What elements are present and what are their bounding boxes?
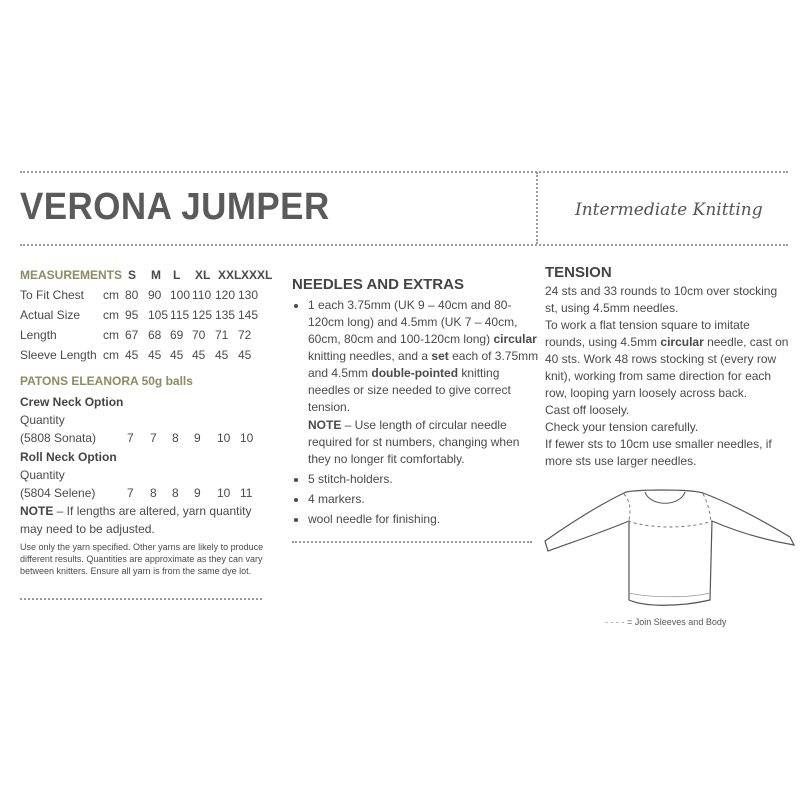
tension-heading: TENSION: [545, 264, 612, 281]
option-label: Quantity: [20, 413, 65, 427]
row-unit: cm: [103, 328, 119, 342]
tension-section: [545, 264, 790, 470]
table-cell: 8: [150, 486, 157, 500]
list-item: • 5 stitch-holders.: [308, 471, 542, 488]
table-cell: 10: [240, 431, 254, 445]
table-cell: 71: [215, 328, 229, 342]
table-cell: 7: [150, 431, 157, 445]
table-cell: 10: [217, 431, 231, 445]
list-item: • wool needle for finishing.: [308, 511, 542, 528]
needles-section: [292, 276, 542, 531]
list-item: • 4 markers.: [308, 491, 542, 508]
table-cell: 45: [238, 348, 252, 362]
option-shade: (5804 Selene): [20, 486, 96, 500]
list-item: • 1 each 3.75mm (UK 9 – 40cm and 80-120cm long) and 4.5mm (UK 7 – 40cm, 60cm, 80cm and 100-120cm long) circular knitting needles, and a set each of 3.75mm and 4.5mm double-pointed knitting needles or size needed to give correct tension. NOTE – Use length of circular needle required for st numbers, changing when they no longer fit comfortably.: [308, 297, 542, 468]
middle-column-bottom-rule: [292, 541, 532, 543]
table-cell: 11: [240, 486, 253, 500]
legend-dash-icon: - - - -: [605, 617, 625, 627]
table-cell: 69: [170, 328, 184, 342]
option-shade: (5808 Sonata): [20, 431, 97, 445]
option-name: Roll Neck Option: [20, 450, 117, 464]
table-cell: 70: [192, 328, 206, 342]
table-cell: 68: [148, 328, 162, 342]
row-label: Actual Size: [20, 308, 81, 322]
option-name: Crew Neck Option: [20, 395, 124, 409]
table-cell: 7: [127, 431, 134, 445]
option-label: Quantity: [20, 468, 65, 482]
row-unit: cm: [103, 308, 119, 322]
jumper-diagram: [540, 485, 795, 610]
row-label: Sleeve Length: [20, 348, 97, 362]
table-cell: 45: [125, 348, 139, 362]
size-label: XL: [195, 268, 211, 282]
top-rule: [20, 171, 788, 173]
header-divider: [536, 172, 538, 244]
tension-p1: 24 sts and 33 rounds to 10cm over stocking st, using 4.5mm needles.: [545, 284, 778, 315]
table-cell: 9: [194, 486, 201, 500]
table-cell: 80: [125, 288, 139, 302]
yarn-heading: PATONS ELEANORA 50g balls: [20, 374, 193, 388]
table-cell: 95: [125, 308, 139, 322]
table-cell: 105: [148, 308, 169, 322]
tension-p3: Cast off loosely.: [545, 403, 630, 417]
tension-p4: Check your tension carefully.: [545, 420, 699, 434]
needles-note: NOTE – Use length of circular needle required for st numbers, changing when they no longer fit comfortably.: [308, 418, 520, 466]
table-cell: 8: [172, 486, 179, 500]
row-unit: cm: [103, 288, 119, 302]
page-title: VERONA JUMPER: [20, 186, 330, 228]
size-label: M: [151, 268, 161, 282]
table-cell: 90: [148, 288, 162, 302]
table-cell: 45: [192, 348, 206, 362]
table-cell: 9: [194, 431, 201, 445]
yarn-option: [20, 448, 280, 502]
row-unit: cm: [103, 348, 119, 362]
table-row: [20, 484, 280, 502]
diagram-legend: - - - - = Join Sleeves and Body: [605, 617, 727, 627]
table-cell: 45: [170, 348, 184, 362]
header-bottom-rule: [20, 244, 788, 246]
table-cell: 110: [192, 288, 212, 302]
table-cell: 115: [170, 308, 190, 322]
table-cell: 120: [215, 288, 236, 302]
table-cell: 130: [238, 288, 259, 302]
left-column-bottom-rule: [20, 598, 262, 600]
size-label: XXL: [218, 268, 242, 282]
table-row: [20, 429, 280, 447]
table-cell: 135: [215, 308, 236, 322]
tension-p5: If fewer sts to 10cm use smaller needles, if more sts use larger needles.: [545, 437, 772, 468]
yarn-note: NOTE – If lengths are altered, yarn quantity may need to be adjusted.: [20, 504, 252, 536]
table-cell: 8: [172, 431, 179, 445]
skill-level: Intermediate Knitting: [575, 200, 763, 220]
table-cell: 7: [127, 486, 134, 500]
table-cell: 10: [217, 486, 231, 500]
table-cell: 45: [215, 348, 229, 362]
size-label: L: [173, 268, 181, 282]
table-cell: 67: [125, 328, 139, 342]
size-label: XXXL: [241, 268, 273, 282]
row-label: To Fit Chest: [20, 288, 85, 302]
needles-list: [292, 297, 542, 528]
needles-heading: NEEDLES AND EXTRAS: [292, 276, 464, 293]
table-cell: 125: [192, 308, 213, 322]
yarn-option: [20, 393, 280, 447]
table-cell: 45: [148, 348, 162, 362]
measurements-heading: MEASUREMENTS: [20, 268, 123, 282]
size-label: S: [128, 268, 137, 282]
table-cell: 145: [238, 308, 259, 322]
table-cell: 100: [170, 288, 191, 302]
table-cell: 72: [238, 328, 252, 342]
tension-p2: To work a flat tension square to imitate rounds, using 4.5mm circular needle, cast on 40 sts. Work 48 rows stocking st (every row knit), working from same direction for each row, looping yarn loosely across back.: [545, 318, 789, 400]
yarn-fine-print: Use only the yarn specified. Other yarns are likely to produce different results. Quantities are approximate as they can vary between knitters. Ensure all yarn is from the same dye lot.: [20, 542, 264, 576]
row-label: Length: [20, 328, 57, 342]
